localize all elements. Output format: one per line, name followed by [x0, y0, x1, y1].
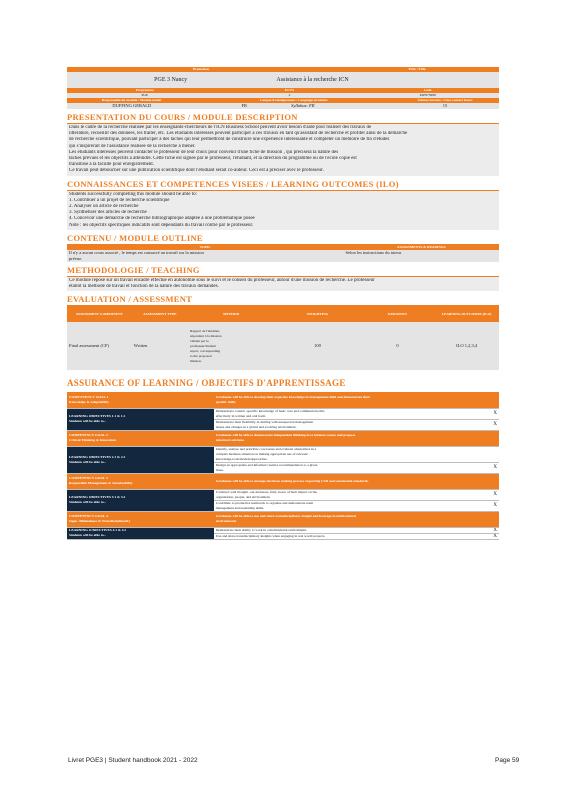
methodology-text — [67, 277, 499, 291]
objective-text: organisation, people, and environment. — [215, 494, 271, 499]
responsible-label: Responsable du module / Module leader — [101, 98, 162, 102]
learning-objective — [67, 489, 214, 511]
evaluation-heading: EVALUATION / ASSESSMENT — [67, 294, 499, 306]
language-value: FR — [241, 103, 248, 108]
learning-objective — [67, 527, 214, 539]
title-label: Titre / Title — [408, 67, 426, 71]
method-line: Rapport de l'étudiant, — [189, 328, 221, 333]
ects-value: 2 — [288, 93, 291, 97]
presentation-line: tâches prévues et les objectifs à atteindre. Cette fiche est signée par le professeur, l'étudiant, et la direction du programme ou de l'école copie est — [69, 156, 357, 162]
duration-value: 0 — [396, 343, 399, 349]
promotion-label: Promotion — [192, 67, 209, 71]
presentation-line: Les étudiants intéressés peuvent contacter le professeur de leur choix pour convenir d'une fiche de mission , qui précisera la nature des — [69, 149, 339, 155]
objective-text: management and leadership skills. — [215, 505, 265, 510]
volume-label: Volume horaire / Class contact hours — [417, 98, 473, 102]
assignments-header: ASSIGNMENTS & READINGS — [396, 244, 446, 249]
goal-name: COMPETENCY GOAL 3 — [69, 476, 108, 481]
presentation-heading: PRESENTATION DU COURS / MODULE DESCRIPTION — [67, 112, 499, 124]
duration-header: DURATION — [388, 311, 407, 316]
ilo-line: 2. Analyser un article de recherche — [69, 204, 139, 210]
goal-line: Graduates will be able to manage decisions making process respecting CSR and sustainable standards. — [215, 478, 369, 483]
objective-text: Identify, analyse and prioritize core issues and evaluate alternatives in a — [215, 446, 317, 451]
ilo-line: 4. Concevoir une démarche de recherche bibliographique adaptée à une problématique posée — [69, 216, 255, 222]
topic-cell — [67, 250, 343, 262]
goal-subtitle: Knowledge & Adaptability — [69, 400, 110, 404]
presentation-line: Ce travail peut déboucher sur une publication scientifique dont l'étudiant serait co-auteur. Ceci est à préciser avec le professeur. — [69, 168, 324, 174]
assessment-component-header: ASSESSMENT COMPONENT — [75, 311, 123, 316]
competency-goal-title — [67, 430, 214, 446]
footer-handbook: Livret PGE3 | Student handbook 2021 - 2022 — [68, 757, 198, 764]
competency-table — [67, 392, 499, 540]
responsible-row — [67, 98, 499, 109]
language-cell — [197, 103, 391, 109]
presentation-text — [67, 124, 499, 176]
objective-text: Demonstrate their flexibility in dealing with unexpected management — [215, 419, 314, 424]
learning-objective — [67, 408, 214, 430]
language-label: Langue d'enseignement / Language of tuition — [260, 98, 328, 102]
assessment-component: Final assessment (CF) — [69, 343, 109, 349]
weighting-header: WEIGHTING — [306, 311, 329, 316]
goal-subtitle: Open -Mindedness & Transdisciplinarity — [69, 519, 131, 524]
assurance-heading: ASSURANCE OF LEARNING / OBJECTIFS D'APPRENTISSAGE — [67, 378, 346, 389]
methodology-line: Ce module repose sur un travail encadré effectué en autonomie sous le suivi et le conseil du professeur, autour d'une mission de recherche. Le professeur — [69, 277, 375, 283]
topic-header: TOPIC — [199, 244, 211, 249]
goal-name: COMPETENCY GOAL 4 — [69, 514, 108, 519]
goal-description — [214, 511, 499, 527]
goal-description — [214, 392, 499, 408]
method-line: report, corresponding — [189, 348, 221, 353]
goal-line: Graduates will be able to develop their expertise knowledge in management field and demonstrate their — [215, 395, 371, 399]
volume-value: 15 — [442, 103, 448, 108]
objective-label: LEARNING OBJECTIVES 2.1 & 2.2 — [69, 454, 126, 459]
learning-objective — [67, 446, 214, 473]
content-table — [67, 245, 499, 262]
objective-text: Use and share transdisciplinary insights when engaging in real world projects. — [215, 533, 326, 538]
objective-mark: X — [482, 489, 499, 500]
goal-line: specific skills. — [215, 400, 237, 404]
programme-label: Programme — [135, 88, 154, 92]
handbook-page — [67, 67, 499, 540]
goal-name: COMPETENCY GOAL 2 — [69, 433, 108, 438]
ilo-header: LEARNING OUTCOMES (ILO) — [441, 311, 492, 316]
goal-subtitle: Responsible Management & Sustainability — [69, 481, 133, 486]
objective-label: LEARNING O BJECTIVES 4.1 & 4.2 — [69, 528, 127, 533]
objective-sub: Students will be able to... — [69, 533, 107, 538]
ilo-heading: CONNAISSANCES ET COMPETENCES VISEES / LEARNING OUTCOMES (ILO) — [67, 179, 499, 191]
objective-label: LEARNING OBJECTIVES 1.1 & 1.2 — [69, 414, 126, 419]
objective-mark: X — [482, 533, 499, 539]
ects-label: ECTS — [284, 88, 295, 92]
assignments-cell: Selon les instructions du tuteur — [345, 249, 402, 255]
presentation-line: transmise à la faculté pour enregistrement. — [69, 162, 154, 168]
presentation-line: de recherche scientifique, pouvant participer à des tâches qui leur permettront de construire une expérience intéressante et compléter un mémoire de fin d'études — [69, 137, 390, 143]
promotion-row — [67, 72, 499, 88]
assessment-table — [67, 306, 499, 370]
objective-row — [214, 462, 482, 473]
code-label: Code — [423, 88, 432, 92]
ilo-value: ILO 1,2,3,4 — [456, 343, 478, 349]
title-value: Assistance à la recherche ICN — [276, 77, 349, 83]
ilo-line: 1. Contribuer à un projet de recherche scientifique — [69, 197, 170, 203]
objective-sub: Students will be able to... — [69, 459, 107, 464]
method-line: to the proposed — [189, 353, 212, 358]
objective-mark: X — [482, 462, 499, 473]
objective-row — [214, 446, 482, 462]
objective-row — [214, 500, 482, 511]
presentation-line: Dans le cadre de la recherche réalisée par les enseignants-chercheurs de l'ICN Business School peuvent avoir besoin d'aide pour réaliser des travaux de — [69, 125, 372, 130]
objective-sub: Students will be able to... — [69, 500, 107, 505]
assessment-type: Written — [133, 343, 148, 349]
objective-text: Demonstrate content -specific knowledge of basic core and communicate this — [215, 408, 325, 413]
objective-text: Contribute to productive teamwork to organise and demonstrate team — [215, 500, 314, 505]
objective-text: issue. — [215, 467, 224, 472]
objective-row — [214, 419, 482, 430]
content-heading: CONTENU / MODULE OUTLINE — [67, 233, 499, 245]
method-line: validée par le — [189, 338, 209, 343]
ilo-line: Note : les objectifs spécifiques indicatifs sont dépendants du travail confié par le professeur. — [69, 222, 254, 228]
programme-value: PGE — [141, 93, 149, 97]
syllabus-value: Syllabus: FR — [291, 103, 315, 108]
competency-goal-title — [67, 392, 214, 408]
goal-line: informed solutions. — [215, 438, 245, 443]
goal-line: Graduates will be able to demonstrate independent thinking in to business issues and propose — [215, 433, 356, 438]
method-header: METHOD — [223, 311, 240, 316]
method-line: mission. — [189, 358, 202, 363]
ilo-text — [67, 191, 499, 230]
weighting-value: 100 — [314, 343, 321, 349]
code-value: M2N73998 — [419, 93, 436, 97]
presentation-line: littérature, recueillir des données, les traiter, etc. Les étudiants intéressés peuvent participer à ces travaux en tant qu'assistant de recherche et profiter ainsi de la démarche — [69, 131, 408, 137]
method-line: répondant à la mission — [189, 333, 222, 338]
goal-description — [214, 473, 499, 489]
goal-name: COMP ETENCY GOAL 1 — [69, 395, 109, 399]
ilo-line: Students successfully completing this module should be able to: — [69, 191, 198, 197]
promotion-value: PGE 3 Nancy — [154, 77, 188, 83]
objective-text: issues and changes in a global and evolving environment. — [215, 424, 297, 429]
objective-row — [214, 533, 482, 539]
methodology-line: établit la méthode de travail et fonction de la nature des travaux demandés. — [69, 284, 219, 290]
objective-text: complex business situation on making appropriate use of relevant — [215, 451, 308, 456]
goal-description — [214, 430, 499, 446]
objective-mark: X — [482, 500, 499, 511]
competency-goal-title — [67, 511, 214, 527]
goal-line: environments. — [215, 519, 238, 524]
method-line: professeur.Student — [189, 343, 216, 348]
responsible-value: DUFFING GERALD — [112, 103, 152, 108]
assessment-type-header: ASSESSMENT TYPE — [143, 311, 177, 316]
objective-mark: X — [482, 408, 499, 419]
objective-text: Design an appropriate and informed creative recommendation to a given — [215, 462, 318, 467]
objective-row — [214, 408, 482, 419]
topic-line: prévue. — [69, 255, 83, 261]
objective-text: effectively in written and oral form. — [215, 413, 266, 418]
objective-mark: X — [482, 419, 499, 430]
objective-mark — [482, 446, 499, 462]
goal-subtitle: Critical Thinking & Innovation — [69, 438, 117, 443]
objective-text: Demonstrate their ability to work in a multicultural environment. — [215, 527, 307, 532]
method-cell — [188, 322, 274, 370]
objective-sub: Students will be able to... — [69, 419, 107, 424]
objective-text: Construct well thought -out decisions, fully aware of their impact on the — [215, 489, 317, 494]
goal-line: Graduates will be able to use and share transdisciplinary insight and leverage in multicultural — [215, 514, 357, 519]
objective-mark: X — [482, 527, 499, 533]
topic-line: Il n'y a aucun cours associé , le temps est consacré au travail sur la mission — [69, 249, 204, 255]
competency-goal-title — [67, 473, 214, 489]
presentation-line: qui s'inspirerait de l'assistance réalisée de la recherche à mener. — [69, 143, 196, 149]
objective-label: LEARNING OBJECTIVES 3.1 & 3.2 — [69, 495, 126, 500]
objective-row — [214, 489, 482, 500]
methodology-heading: METHODOLOGIE / TEACHING — [67, 265, 499, 277]
footer-page-number: Page 59 — [495, 757, 520, 764]
objective-text: knowledge,tools/models/approaches. — [215, 456, 268, 461]
programme-row — [67, 88, 499, 98]
ilo-line: 3. Synthétiser des articles de recherche — [69, 210, 147, 216]
